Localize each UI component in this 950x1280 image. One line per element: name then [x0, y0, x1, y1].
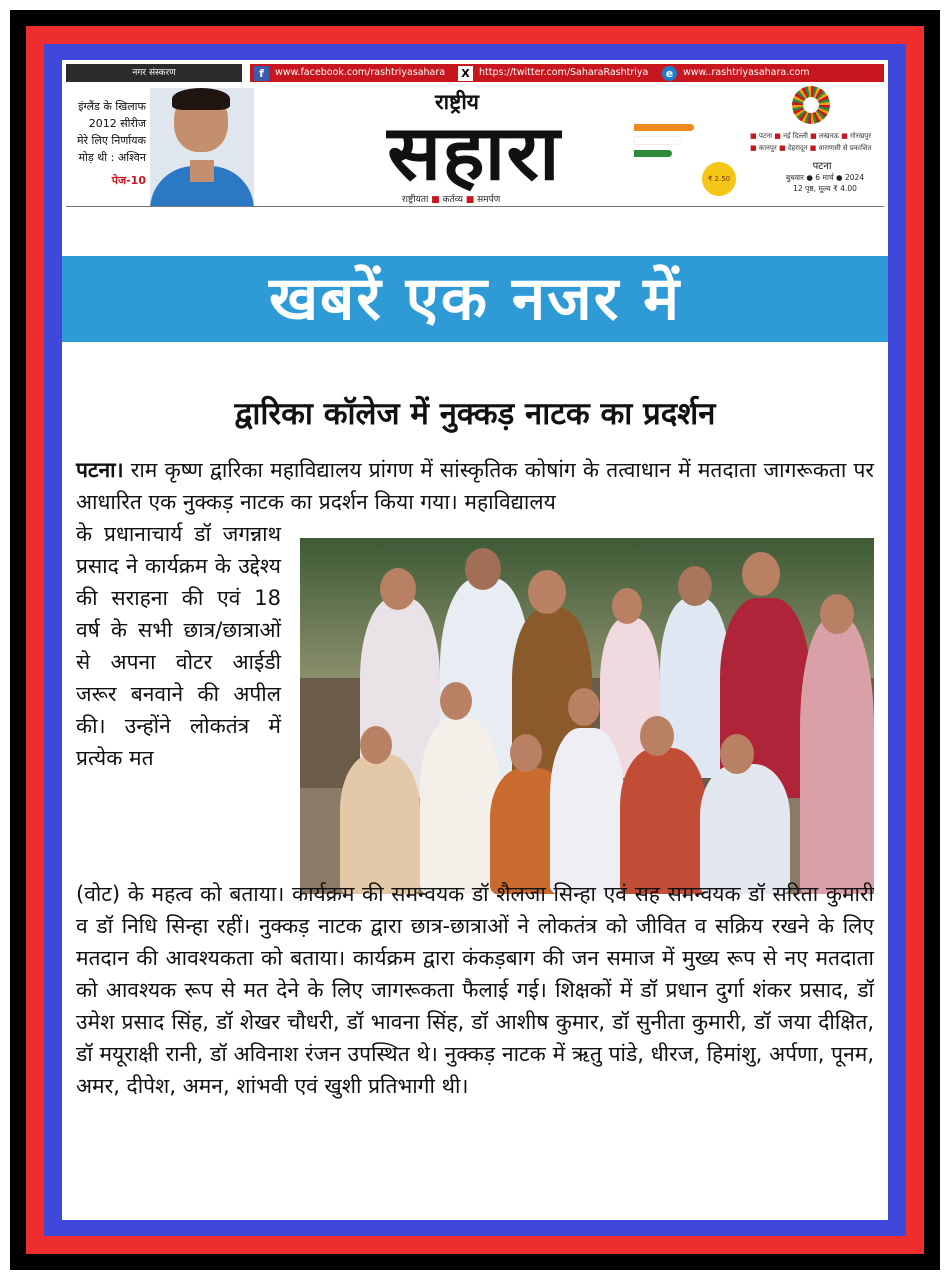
twitter-url: https://twitter.com/SaharaRashtriya	[479, 67, 649, 78]
teaser-line: 2012 सीरीज	[88, 117, 146, 130]
article-dateline: पटना।	[76, 458, 124, 482]
teaser-photo	[150, 88, 254, 206]
sports-teaser[interactable]	[66, 98, 146, 189]
article-column-text: के प्रधानाचार्य डॉ जगन्नाथ प्रसाद ने कार्यक्रम के उद्देश्य की सराहना की एवं 18 वर्ष के सभी छात्र/छात्राओं से अपना वोटर आईडी जरूर बनवाने की अपील की। उन्होंने लोकतंत्र में प्रत्येक मत	[76, 522, 281, 770]
article-headline: द्वारिका कॉलेज में नुक्कड़ नाटक का प्रदर्शन	[234, 396, 716, 432]
teaser-page-ref: पेज-10	[111, 174, 146, 187]
masthead-tagline: राष्ट्रीयता ■ कर्तव्य ■ समर्पण	[402, 195, 501, 205]
facebook-link[interactable]	[254, 64, 445, 82]
website-icon: e	[662, 66, 677, 81]
teaser-line: मोड़ थी : अश्विन	[78, 151, 146, 164]
article-intro: पटना। राम कृष्ण द्वारिका महाविद्यालय प्रांगण में सांस्कृतिक कोषांग के तत्वाधान में मतदाता जागरूकता पर आधारित एक नुक्कड़ नाटक का प्रदर्शन किया गया। महाविद्यालय	[76, 458, 874, 514]
website-url: www..rashtriyasahara.com	[683, 67, 810, 78]
issue-date: बुधवार ● 6 मार्च ● 2024 12 पृष्ठ, मूल्य ₹ 4.00	[785, 173, 865, 193]
section-banner-title: खबरें एक नजर में	[268, 264, 682, 334]
twitter-link[interactable]	[458, 64, 648, 82]
newspaper-page	[62, 60, 888, 1220]
masthead-kicker: राष्ट्रीय	[435, 89, 479, 114]
teaser-line: मेरे लिए निर्णायक	[76, 134, 146, 147]
website-link[interactable]	[662, 64, 810, 82]
published-cities: ■ पटना ■ नई दिल्ली ■ लखनऊ ■ गोरखपुर ■ कानपुर ■ देहरादून ■ वाराणसी से प्रकाशित	[750, 130, 882, 154]
tricolor-stripes	[634, 124, 694, 162]
sahara-emblem-icon	[792, 86, 830, 124]
edition-city: पटना	[812, 161, 832, 172]
masthead-rule	[66, 206, 884, 207]
masthead-logo: सहारा	[387, 108, 561, 197]
edition-label: नगर संस्करण	[66, 64, 242, 82]
section-banner	[62, 256, 888, 342]
article-body: (वोट) के महत्व को बताया। कार्यक्रम की समन्वयक डॉ शैलजा सिन्हा एवं सह समन्वयक डॉ सरिता कुमारी व डॉ निधि सिन्हा रहीं। नुक्कड़ नाटक द्वारा छात्र-छात्राओं ने लोकतंत्र को जीवित व सक्रिय रखने के लिए मतदान की आवश्यकता को बताया। कार्यक्रम द्वारा कंकड़बाग की जन समाज में मुख्य रूप से नए मतदाता को आवश्यक रूप से मत देने के लिए जागरूकता फैलाई गई। शिक्षकों में डॉ प्रधान दुर्गा शंकर प्रसाद, डॉ उमेश प्रसाद सिंह, डॉ शेखर चौधरी, डॉ भावना सिंह, डॉ आशीष कुमार, डॉ सुनीता कुमारी, डॉ जया दीक्षित, डॉ मयूराक्षी रानी, डॉ अविनाश रंजन उपस्थित थे। नुक्कड़ नाटक में ऋतु पांडे, धीरज, हिमांशु, अर्पणा, पूनम, अमर, दीपेश, अमन, शांभवी एवं खुशी प्रतिभागी थी।	[76, 882, 874, 1098]
social-bar	[250, 64, 884, 82]
article-photo	[300, 538, 874, 894]
teaser-line: इंग्लैंड के खिलाफ	[78, 100, 146, 113]
facebook-url: www.facebook.com/rashtriyasahara	[275, 67, 446, 78]
top-strip	[66, 64, 884, 82]
facebook-icon: f	[254, 66, 269, 81]
twitter-x-icon: X	[458, 66, 473, 81]
price-badge: ₹ 2.50	[702, 162, 736, 196]
